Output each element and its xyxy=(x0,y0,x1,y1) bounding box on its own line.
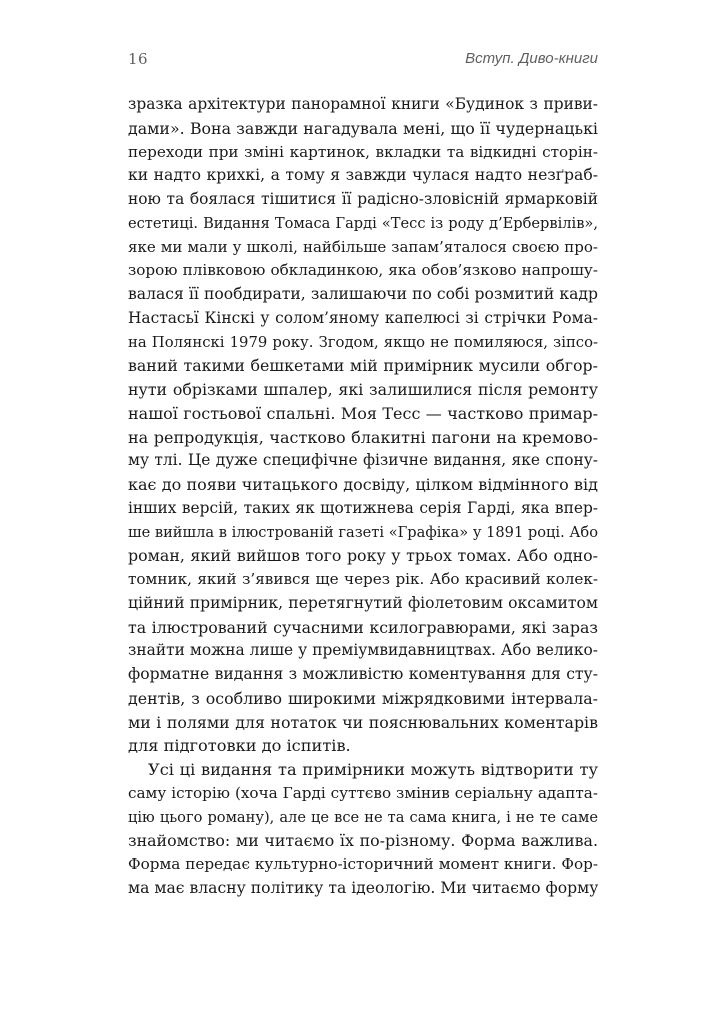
text-line: на Полянскі 1979 року. Згодом, якщо не помиляюся, зіпсо- xyxy=(128,333,598,351)
text-line: ми і полями для нотаток чи пояснювальних коментарів xyxy=(128,712,598,732)
page-number: 16 xyxy=(128,50,149,68)
text-line: дентів, з особливо широкими міжрядковими інтервала- xyxy=(128,688,598,708)
text-line: саму історію (хоча Гарді суттєво змінив серіальну адапта- xyxy=(128,783,598,802)
text-line: нути обрізками шпалер, які залишилися після ремонту xyxy=(128,380,598,399)
text-line: дами». Вона завжди нагадувала мені, що її чудернацькі xyxy=(128,118,598,138)
text-line: ційний примірник, перетягнутий фіолетовим оксамитом xyxy=(128,593,598,612)
text-line: роман, який вийшов того року у трьох томах. Або одно- xyxy=(128,546,598,566)
text-line: зорою плівковою обкладинкою, яка обов’язково напрошу- xyxy=(128,261,598,280)
text-line: та ілюстрований сучасними ксилогравюрами, які зараз xyxy=(128,617,598,637)
text-line: Настасьї Кінскі у солом’яному капелюсі зі стрічки Рома- xyxy=(128,308,598,327)
text-line: нашої гостьової спальні. Моя Тесс — частково примар- xyxy=(128,403,598,423)
text-line: му тлі. Це дуже специфічне фізичне видання, яке спону- xyxy=(128,451,598,470)
text-line: переходи при зміні картинок, вкладки та відкидні сторін- xyxy=(128,142,598,161)
text-line: на репродукція, частково блакитні пагони на кремово- xyxy=(128,427,598,447)
text-line: ваний такими бешкетами мій примірник мусили обгор- xyxy=(128,356,598,376)
running-head xyxy=(128,50,598,72)
paragraph-last-line: для підготовки до іспитів. xyxy=(128,736,351,756)
text-line: яке ми мали у школі, найбільше запам’яталося своєю про- xyxy=(128,237,598,256)
text-line: томник, який з’явився ще через рік. Або красивий колек- xyxy=(128,570,598,588)
paragraph-first-line: Усі ці видання та примірники можуть відтворити ту xyxy=(148,760,598,779)
text-line: знайти можна лише у преміумвидавництвах. Або велико- xyxy=(128,641,598,660)
text-line: кає до появи читацького досвіду, цілком відмінного від xyxy=(128,475,598,494)
section-title: Вступ. Диво-книги xyxy=(465,50,598,67)
text-line: цію цього роману), але це все не та сама книга, і не те саме xyxy=(128,808,598,826)
text-line: Форма передає культурно-історичний момент книги. Фор- xyxy=(128,855,598,873)
text-line: ше вийшла в ілюстрованій газеті «Графіка» у 1891 році. Або xyxy=(128,523,598,541)
text-line: ною та боялася тішитися її радісно-зловісній ярмарковій xyxy=(128,190,598,208)
text-line: форматне видання з можливістю коментування для сту- xyxy=(128,665,598,683)
text-line: інших версій, таких як щотижнева серія Гарді, яка впер- xyxy=(128,498,598,517)
text-line: знайомство: ми читаємо їх по-різному. Форма важлива. xyxy=(128,831,598,851)
text-line: зразка архітектури панорамної книги «Будинок з приви- xyxy=(128,95,598,113)
body-text xyxy=(128,93,598,901)
text-line: ки надто крихкі, а тому я завжди чулася надто незґраб- xyxy=(128,166,598,185)
text-line: валася її пообдирати, залишаючи по собі розмитий кадр xyxy=(128,285,598,303)
text-line: естетиці. Видання Томаса Гарді «Тесс із роду д’Ербервілів», xyxy=(128,214,598,232)
text-line: ма має власну політику та ідеологію. Ми читаємо форму xyxy=(128,878,598,897)
